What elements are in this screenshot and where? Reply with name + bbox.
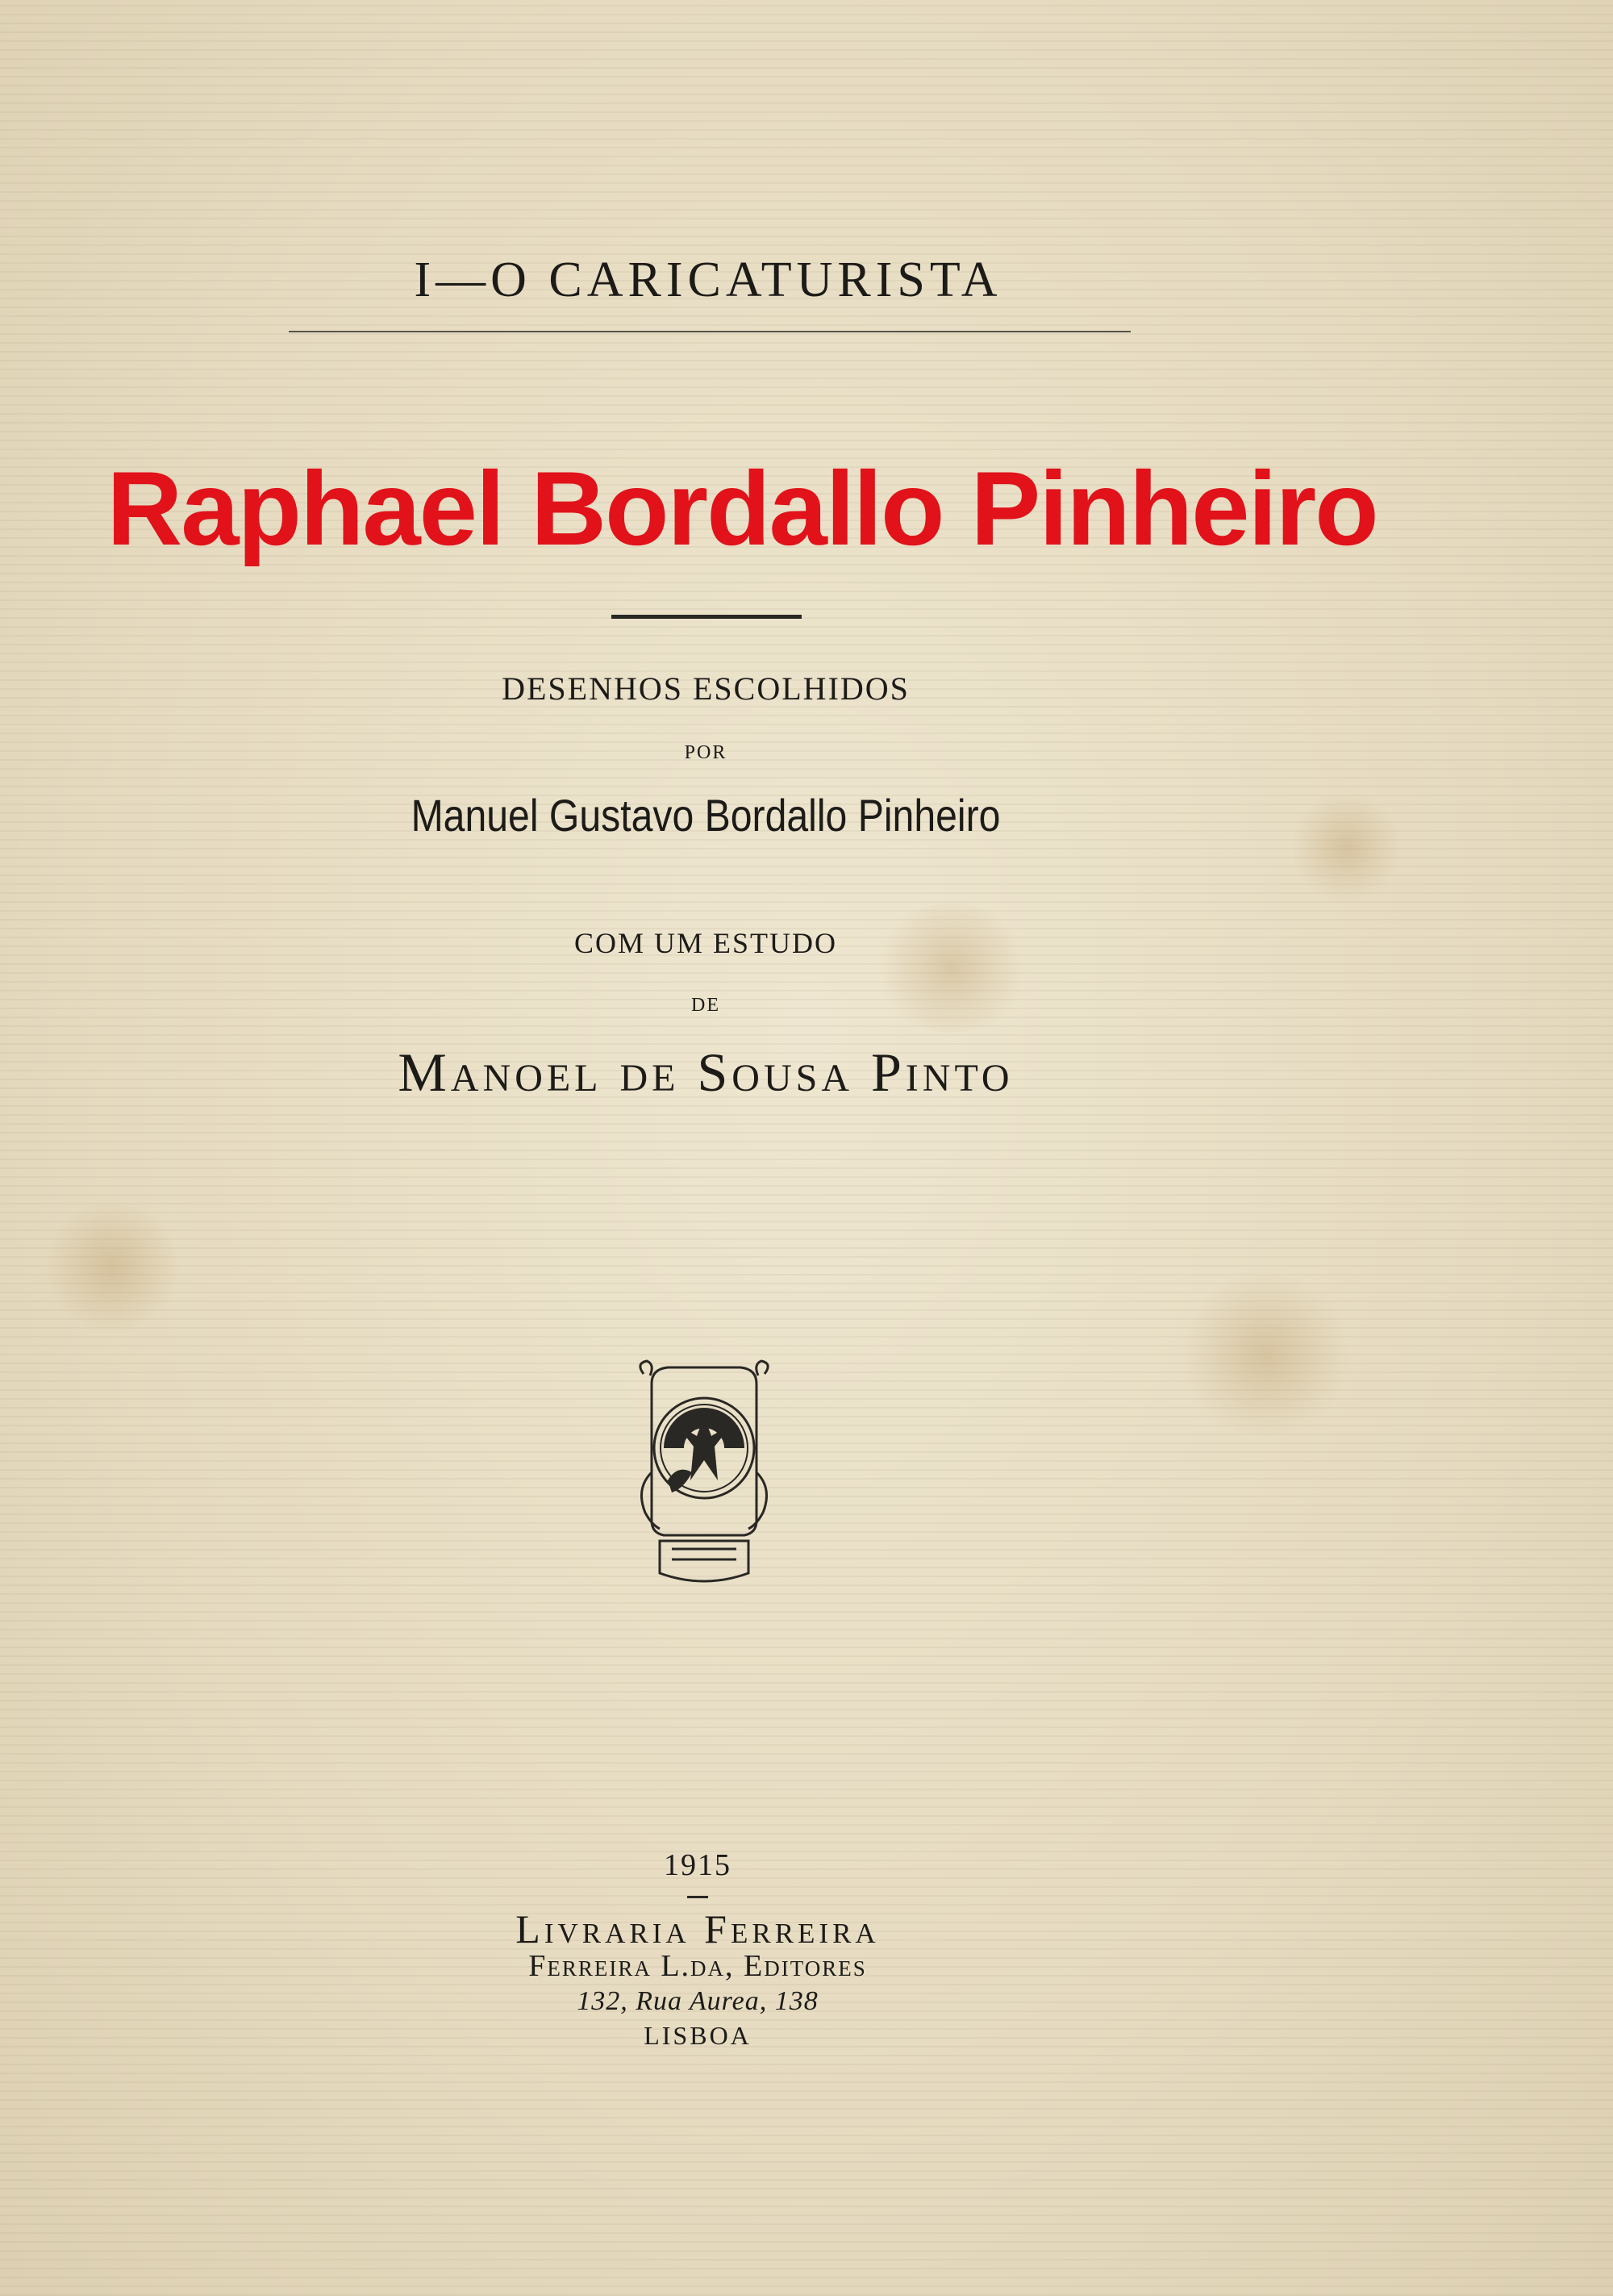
year-dash <box>687 1896 708 1898</box>
of-label: DE <box>691 995 720 1016</box>
series-divider <box>289 331 1131 332</box>
subtitle: DESENHOS ESCOLHIDOS <box>502 670 910 707</box>
by-label: POR <box>684 742 727 763</box>
publication-year: 1915 <box>664 1848 731 1882</box>
publisher-city: LISBOA <box>644 2021 752 2050</box>
paper-stain <box>48 1194 177 1339</box>
study-author: Manoel de Sousa Pinto <box>398 1042 1014 1103</box>
publisher-name: Livraria Ferreira <box>515 1906 880 1952</box>
paper-stain <box>1177 1275 1355 1436</box>
study-intro: COM UM ESTUDO <box>573 927 838 959</box>
main-title: Raphael Bordallo Pinheiro <box>106 449 1378 567</box>
publisher-address: 132, Rua Aurea, 138 <box>577 1986 819 2016</box>
publisher-emblem-icon <box>627 1359 781 1589</box>
publisher-editors: Ferreira L.da, Editores <box>528 1949 867 1983</box>
selector-name: Manuel Gustavo Bordallo Pinheiro <box>411 790 1001 841</box>
series-title: I—O CARICATURISTA <box>414 253 1002 307</box>
title-divider <box>611 615 802 619</box>
